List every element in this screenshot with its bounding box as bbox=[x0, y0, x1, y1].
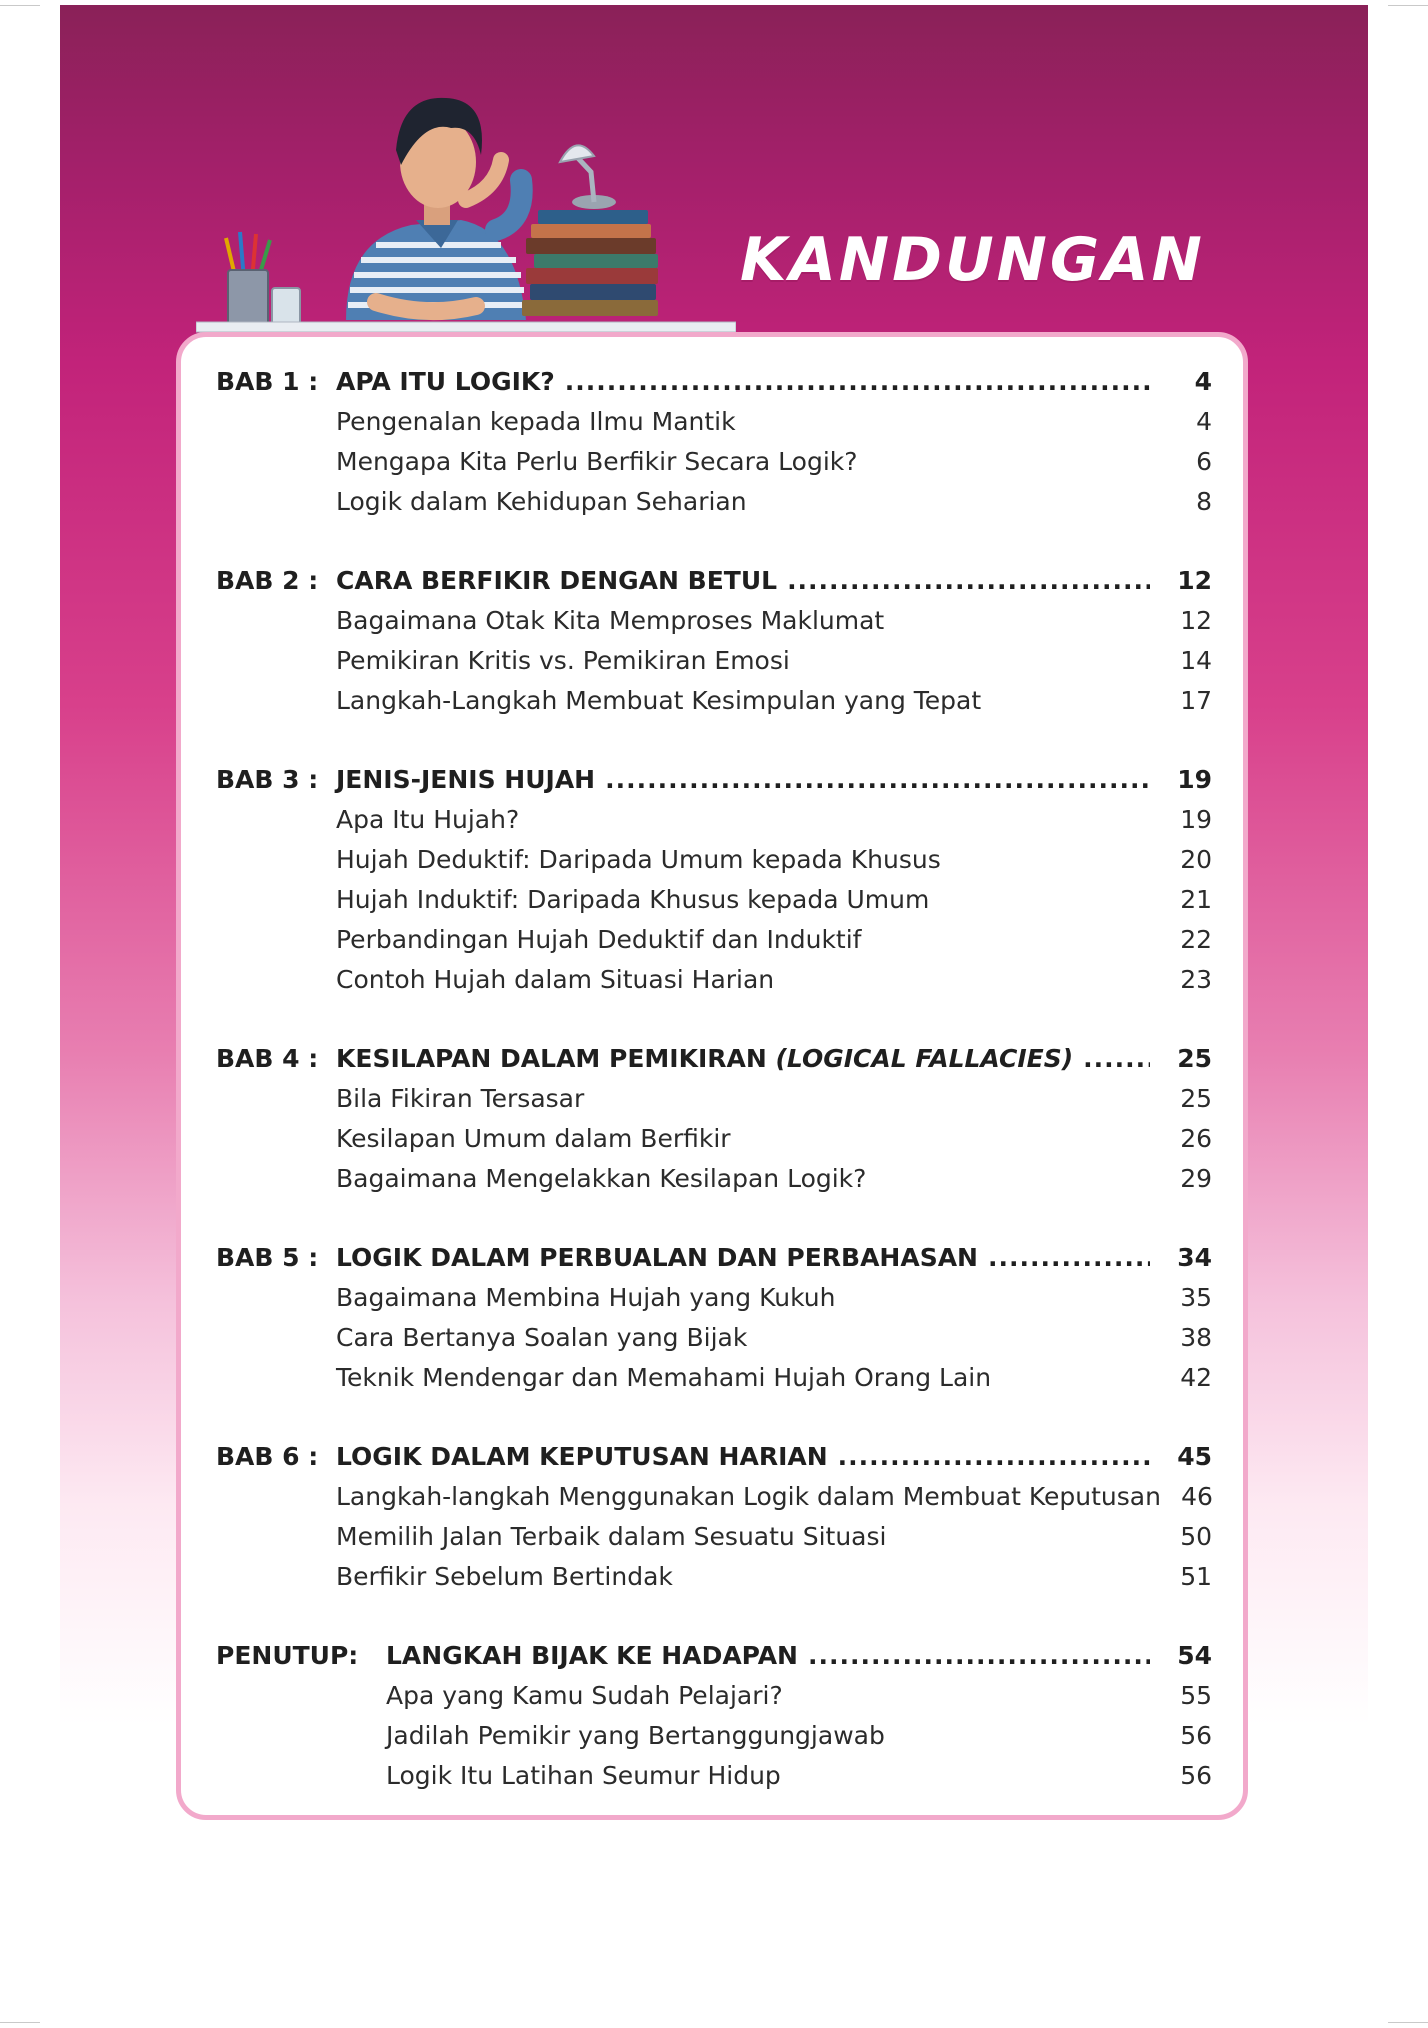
entry-page: 38 bbox=[1180, 1323, 1212, 1352]
entry-title: Kesilapan Umum dalam Berfikir bbox=[336, 1124, 731, 1153]
toc-entry[interactable] bbox=[216, 1358, 1212, 1398]
chapter-page: 12 bbox=[1177, 566, 1212, 595]
entry-page: 17 bbox=[1180, 686, 1212, 715]
pencil-cup-icon bbox=[226, 232, 300, 324]
entry-page: 6 bbox=[1196, 447, 1212, 476]
entry-title: Langkah-Langkah Membuat Kesimpulan yang Tepat bbox=[336, 686, 982, 715]
chapter-page: 54 bbox=[1177, 1641, 1212, 1670]
entry-title: Jadilah Pemikir yang Bertanggungjawab bbox=[386, 1721, 885, 1750]
chapter-label: BAB 6 : bbox=[216, 1442, 319, 1471]
entry-title: Contoh Hujah dalam Situasi Harian bbox=[336, 965, 775, 994]
toc-chapter-3 bbox=[216, 760, 1212, 1000]
toc-entry[interactable] bbox=[216, 880, 1212, 920]
entry-page: 19 bbox=[1180, 805, 1212, 834]
entry-page: 20 bbox=[1180, 845, 1212, 874]
chapter-heading[interactable] bbox=[216, 1039, 1212, 1079]
entry-page: 8 bbox=[1196, 487, 1212, 516]
entry-title: Mengapa Kita Perlu Berfikir Secara Logik? bbox=[336, 447, 858, 476]
entry-title: Logik Itu Latihan Seumur Hidup bbox=[386, 1761, 781, 1790]
dot-leader bbox=[988, 1238, 1150, 1278]
chapter-label: PENUTUP: bbox=[216, 1641, 359, 1670]
crop-mark-top-left bbox=[0, 5, 40, 6]
entry-title: Apa yang Kamu Sudah Pelajari? bbox=[386, 1681, 783, 1710]
toc-entry[interactable] bbox=[216, 840, 1212, 880]
entry-page: 51 bbox=[1180, 1562, 1212, 1591]
entry-title: Memilih Jalan Terbaik dalam Sesuatu Situasi bbox=[336, 1522, 887, 1551]
toc-entry[interactable] bbox=[216, 601, 1212, 641]
toc-entry[interactable] bbox=[216, 1517, 1212, 1557]
dot-leader bbox=[787, 561, 1150, 601]
chapter-title-italic: (LOGICAL FALLACIES) bbox=[775, 1044, 1074, 1073]
entry-page: 25 bbox=[1180, 1084, 1212, 1113]
chapter-heading[interactable] bbox=[216, 362, 1212, 402]
chapter-label: BAB 5 : bbox=[216, 1243, 319, 1272]
toc-entry[interactable] bbox=[216, 442, 1212, 482]
entry-title: Bagaimana Mengelakkan Kesilapan Logik? bbox=[336, 1164, 867, 1193]
toc-entry[interactable] bbox=[216, 1557, 1212, 1597]
chapter-page: 45 bbox=[1177, 1442, 1212, 1471]
chapter-label: BAB 4 : bbox=[216, 1044, 319, 1073]
entry-page: 46 bbox=[1181, 1482, 1213, 1511]
chapter-title-main: KESILAPAN DALAM PEMIKIRAN bbox=[336, 1044, 767, 1073]
dot-leader bbox=[1083, 1039, 1150, 1079]
crop-mark-bottom-left bbox=[0, 2022, 40, 2023]
entry-title: Bagaimana Membina Hujah yang Kukuh bbox=[336, 1283, 836, 1312]
table-of-contents bbox=[216, 362, 1212, 1835]
book-stack-icon bbox=[522, 210, 658, 316]
toc-entry[interactable] bbox=[216, 1477, 1212, 1517]
entry-title: Apa Itu Hujah? bbox=[336, 805, 520, 834]
entry-page: 42 bbox=[1180, 1363, 1212, 1392]
toc-entry[interactable] bbox=[216, 1756, 1212, 1796]
toc-chapter-6 bbox=[216, 1437, 1212, 1597]
dot-leader bbox=[605, 760, 1150, 800]
entry-title: Berfikir Sebelum Bertindak bbox=[336, 1562, 673, 1591]
chapter-heading[interactable] bbox=[216, 1437, 1212, 1477]
chapter-heading[interactable] bbox=[216, 1238, 1212, 1278]
chapter-title: APA ITU LOGIK? bbox=[336, 367, 555, 396]
toc-chapter-1 bbox=[216, 362, 1212, 522]
crop-mark-top-right bbox=[1388, 5, 1428, 6]
entry-page: 55 bbox=[1180, 1681, 1212, 1710]
entry-page: 14 bbox=[1180, 646, 1212, 675]
chapter-page: 4 bbox=[1194, 367, 1212, 396]
toc-chapter-4 bbox=[216, 1039, 1212, 1199]
entry-page: 23 bbox=[1180, 965, 1212, 994]
toc-entry[interactable] bbox=[216, 1716, 1212, 1756]
entry-page: 4 bbox=[1196, 407, 1212, 436]
entry-page: 35 bbox=[1180, 1283, 1212, 1312]
chapter-heading[interactable] bbox=[216, 1636, 1212, 1676]
toc-entry[interactable] bbox=[216, 1318, 1212, 1358]
entry-title: Logik dalam Kehidupan Seharian bbox=[336, 487, 747, 516]
entry-title: Perbandingan Hujah Deduktif dan Induktif bbox=[336, 925, 862, 954]
toc-entry[interactable] bbox=[216, 482, 1212, 522]
toc-entry[interactable] bbox=[216, 1676, 1212, 1716]
entry-title: Hujah Deduktif: Daripada Umum kepada Khusus bbox=[336, 845, 941, 874]
entry-title: Pemikiran Kritis vs. Pemikiran Emosi bbox=[336, 646, 790, 675]
dot-leader bbox=[838, 1437, 1150, 1477]
toc-entry[interactable] bbox=[216, 641, 1212, 681]
page-title: KANDUNGAN bbox=[740, 225, 1205, 295]
entry-title: Hujah Induktif: Daripada Khusus kepada Umum bbox=[336, 885, 930, 914]
chapter-title: CARA BERFIKIR DENGAN BETUL bbox=[336, 566, 778, 595]
toc-entry[interactable] bbox=[216, 1079, 1212, 1119]
toc-entry[interactable] bbox=[216, 800, 1212, 840]
toc-entry[interactable] bbox=[216, 960, 1212, 1000]
dot-leader bbox=[565, 362, 1150, 402]
student-at-desk-illustration bbox=[196, 70, 736, 336]
toc-chapter-penutup bbox=[216, 1636, 1212, 1796]
toc-chapter-2 bbox=[216, 561, 1212, 721]
entry-title: Teknik Mendengar dan Memahami Hujah Orang Lain bbox=[336, 1363, 992, 1392]
entry-title: Bagaimana Otak Kita Memproses Maklumat bbox=[336, 606, 885, 635]
entry-page: 21 bbox=[1180, 885, 1212, 914]
entry-page: 22 bbox=[1180, 925, 1212, 954]
entry-title: Bila Fikiran Tersasar bbox=[336, 1084, 585, 1113]
chapter-label: BAB 2 : bbox=[216, 566, 319, 595]
chapter-label: BAB 1 : bbox=[216, 367, 319, 396]
toc-entry[interactable] bbox=[216, 1278, 1212, 1318]
entry-page: 50 bbox=[1180, 1522, 1212, 1551]
toc-entry[interactable] bbox=[216, 681, 1212, 721]
toc-entry[interactable] bbox=[216, 1159, 1212, 1199]
student-figure bbox=[346, 98, 526, 320]
chapter-title: JENIS-JENIS HUJAH bbox=[336, 765, 596, 794]
chapter-page: 25 bbox=[1177, 1044, 1212, 1073]
chapter-label: BAB 3 : bbox=[216, 765, 319, 794]
crop-mark-bottom-right bbox=[1388, 2022, 1428, 2023]
chapter-heading[interactable] bbox=[216, 760, 1212, 800]
desk-lamp-icon bbox=[560, 145, 616, 209]
chapter-title bbox=[336, 1039, 1073, 1079]
entry-title: Pengenalan kepada Ilmu Mantik bbox=[336, 407, 736, 436]
dot-leader bbox=[808, 1636, 1150, 1676]
entry-page: 56 bbox=[1180, 1721, 1212, 1750]
entry-title: Langkah-langkah Menggunakan Logik dalam Membuat Keputusan bbox=[336, 1482, 1161, 1511]
chapter-title: LANGKAH BIJAK KE HADAPAN bbox=[386, 1641, 798, 1670]
desk-surface bbox=[196, 322, 736, 332]
chapter-page: 34 bbox=[1177, 1243, 1212, 1272]
entry-page: 12 bbox=[1180, 606, 1212, 635]
toc-entry[interactable] bbox=[216, 402, 1212, 442]
toc-entry[interactable] bbox=[216, 1119, 1212, 1159]
chapter-heading[interactable] bbox=[216, 561, 1212, 601]
entry-page: 26 bbox=[1180, 1124, 1212, 1153]
entry-title: Cara Bertanya Soalan yang Bijak bbox=[336, 1323, 748, 1352]
entry-page: 56 bbox=[1180, 1761, 1212, 1790]
chapter-page: 19 bbox=[1177, 765, 1212, 794]
toc-entry[interactable] bbox=[216, 920, 1212, 960]
toc-chapter-5 bbox=[216, 1238, 1212, 1398]
entry-page: 29 bbox=[1180, 1164, 1212, 1193]
chapter-title: LOGIK DALAM PERBUALAN DAN PERBAHASAN bbox=[336, 1243, 978, 1272]
chapter-title: LOGIK DALAM KEPUTUSAN HARIAN bbox=[336, 1442, 828, 1471]
